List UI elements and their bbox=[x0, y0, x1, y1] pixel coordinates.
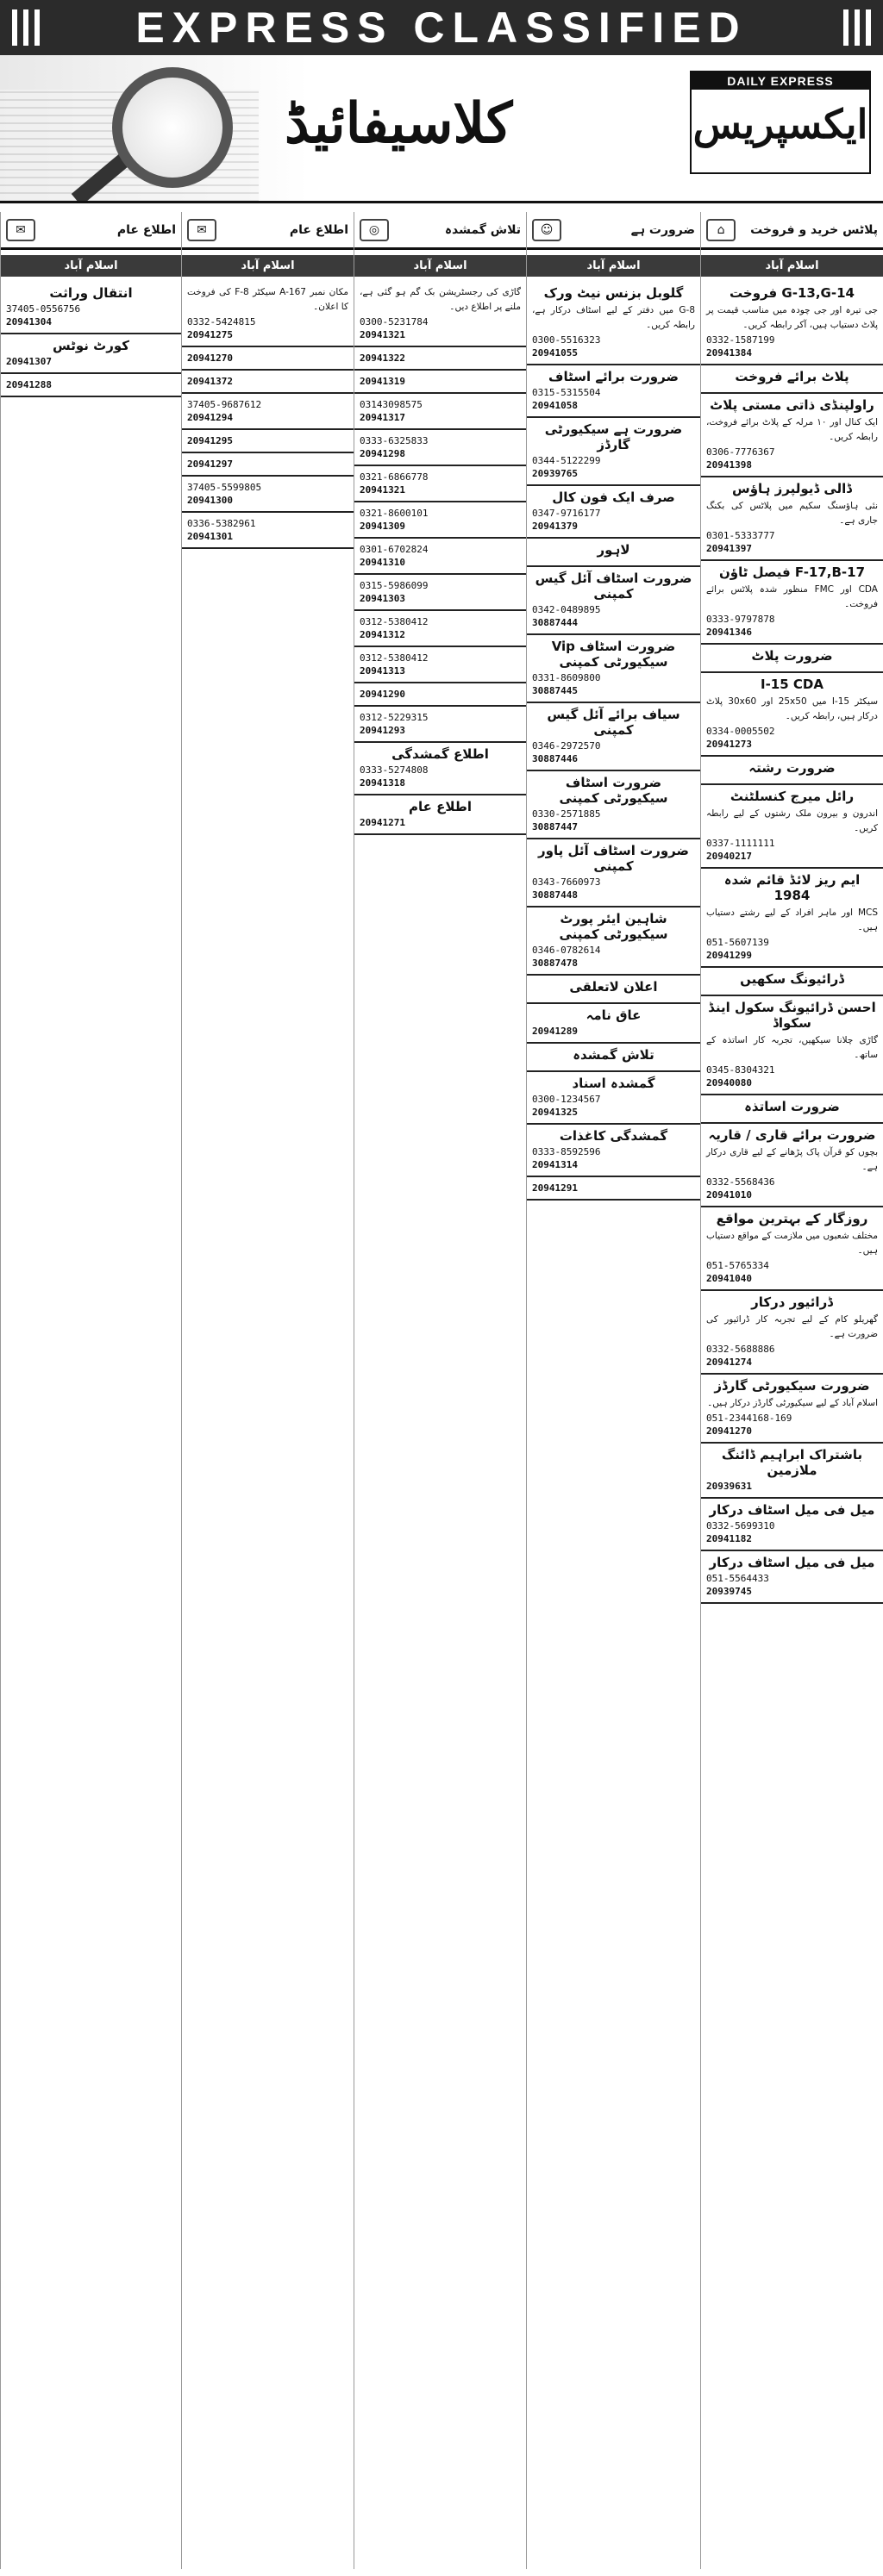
ad-reference: 20941322 bbox=[360, 352, 405, 364]
ad-reference: 30887446 bbox=[532, 753, 578, 764]
ad-text: G-8 میں دفتر کے لیے اسٹاف درکار ہے، رابطہ کریں۔ bbox=[532, 305, 695, 330]
column-header bbox=[527, 212, 700, 250]
ad-heading: ضرورت اسٹاف آئل پاور کمپنی bbox=[538, 843, 689, 874]
column-icon: ✉ bbox=[187, 219, 216, 241]
ad-reference: 20941040 bbox=[706, 1273, 752, 1284]
ad-reference: 20941346 bbox=[706, 627, 752, 638]
ad-reference: 20941274 bbox=[706, 1357, 752, 1368]
classified-ad bbox=[527, 418, 700, 486]
classified-ad bbox=[354, 743, 526, 795]
ad-reference: 20941270 bbox=[187, 352, 233, 364]
classified-ad bbox=[701, 869, 883, 968]
ad-heading: ضرورت سیکیورٹی گارڈز bbox=[714, 1378, 870, 1394]
ad-reference: 30887448 bbox=[532, 889, 578, 901]
ad-phone: 051-2344168-169 bbox=[706, 1413, 792, 1424]
ad-reference: 20941010 bbox=[706, 1189, 752, 1201]
ad-reference: 30887445 bbox=[532, 685, 578, 696]
column-icon: ⌂ bbox=[706, 219, 736, 241]
ad-heading: شاہین ایئر پورٹ سیکیورٹی کمپنی bbox=[559, 911, 668, 942]
classified-ad bbox=[182, 477, 354, 513]
ad-phone: 0315-5315504 bbox=[532, 387, 601, 398]
ad-text: مکان نمبر A-167 سیکٹر F-8 کی فروخت کا اعلان۔ bbox=[187, 287, 348, 312]
ad-reference: 20941313 bbox=[360, 665, 405, 677]
ad-heading: ضرورت رشتہ bbox=[748, 760, 836, 776]
ad-reference: 20941300 bbox=[187, 495, 233, 506]
ad-reference: 20941307 bbox=[6, 356, 52, 367]
ad-heading: ضرورت اسٹاف Vip سیکیورٹی کمپنی bbox=[551, 639, 676, 670]
ad-phone: 0301-5333777 bbox=[706, 530, 775, 541]
classified-ad bbox=[701, 673, 883, 757]
ad-heading: گمشدہ اسناد bbox=[572, 1076, 655, 1091]
classified-ad bbox=[527, 486, 700, 539]
ad-heading: گلوبل بزنس نیٹ ورک bbox=[543, 285, 684, 301]
logo-english: DAILY EXPRESS bbox=[692, 72, 869, 90]
ad-phone: 0300-1234567 bbox=[532, 1094, 601, 1105]
classified-ad bbox=[354, 647, 526, 683]
ad-reference: 20941397 bbox=[706, 543, 752, 554]
classified-ad bbox=[701, 477, 883, 561]
column-icon: ✉ bbox=[6, 219, 35, 241]
ad-phone: 0321-8600101 bbox=[360, 508, 429, 519]
ad-phone: 0346-0782614 bbox=[532, 945, 601, 956]
column-title: پلاٹس خرید و فروخت bbox=[750, 222, 878, 237]
ad-phone: 0315-5986099 bbox=[360, 580, 429, 591]
classified-ad bbox=[182, 430, 354, 453]
classified-ad bbox=[701, 282, 883, 365]
ad-phone: 0333-9797878 bbox=[706, 614, 775, 625]
ad-phone: 0330-2571885 bbox=[532, 808, 601, 820]
banner-title: EXPRESS CLASSIFIED bbox=[135, 3, 748, 52]
top-banner bbox=[0, 0, 883, 55]
ad-heading: اطلاع گمشدگی bbox=[391, 746, 489, 762]
ad-phone: 0345-8304321 bbox=[706, 1064, 775, 1076]
column-title: اطلاع عام bbox=[289, 222, 348, 237]
classified-ad bbox=[354, 795, 526, 835]
classified-ad bbox=[701, 1444, 883, 1499]
ad-heading: پلاٹ برائے فروخت bbox=[735, 369, 849, 384]
ad-reference: 20941299 bbox=[706, 950, 752, 961]
ad-reference: 20940080 bbox=[706, 1077, 752, 1088]
ad-reference: 20941270 bbox=[706, 1425, 752, 1437]
ad-phone: 0333-8592596 bbox=[532, 1146, 601, 1157]
column-title: ضرورت ہے bbox=[630, 222, 695, 237]
ad-text: نئی ہاؤسنگ سکیم میں پلاٹس کی بکنگ جاری ہے۔ bbox=[706, 501, 878, 526]
ad-heading: ضرورت برائے قاری / قاریہ bbox=[708, 1127, 876, 1143]
banner-bars-right bbox=[843, 9, 871, 46]
classified-ad bbox=[701, 996, 883, 1095]
classified-ad bbox=[701, 394, 883, 477]
ad-heading: باشتراک ابراہیم ڈائنگ ملازمین bbox=[721, 1447, 863, 1478]
ad-text: سیکٹر I-15 میں 25x50 اور 30x60 پلاٹ درکار ہیں، رابطہ کریں۔ bbox=[706, 696, 878, 721]
ad-reference: 20941321 bbox=[360, 484, 405, 496]
column-header bbox=[182, 212, 354, 250]
ad-phone: 0332-5568436 bbox=[706, 1176, 775, 1188]
classified-ad bbox=[527, 1072, 700, 1125]
ad-reference: 20941291 bbox=[532, 1182, 578, 1194]
column-title: تلاش گمشدہ bbox=[444, 222, 521, 237]
ad-text: گھریلو کام کے لیے تجربہ کار ڈرائیور کی ضرورت ہے۔ bbox=[706, 1314, 878, 1339]
ad-heading: ضرورت برائے اسٹاف bbox=[548, 369, 679, 384]
ad-reference: 20939745 bbox=[706, 1586, 752, 1597]
classified-ad bbox=[182, 371, 354, 394]
classified-ad bbox=[701, 1207, 883, 1291]
classified-ad bbox=[701, 968, 883, 996]
classified-ad bbox=[701, 1375, 883, 1444]
ad-reference: 20940217 bbox=[706, 851, 752, 862]
classified-ad bbox=[354, 502, 526, 539]
classified-ad bbox=[527, 839, 700, 908]
ad-heading: راولپنڈی ذاتی مستی پلاٹ bbox=[710, 397, 874, 413]
city-label: اسلام آباد bbox=[1, 255, 181, 277]
classified-ad bbox=[354, 466, 526, 502]
classified-ad bbox=[701, 365, 883, 394]
ad-phone: 0333-5274808 bbox=[360, 764, 429, 776]
ad-reference: 20941295 bbox=[187, 435, 233, 446]
ad-phone: 0312-5380412 bbox=[360, 652, 429, 664]
ad-phone: 0332-5688886 bbox=[706, 1344, 775, 1355]
ad-phone: 051-5765334 bbox=[706, 1260, 769, 1271]
ad-heading: احسن ڈرائیونگ سکول اینڈ سکواڈ bbox=[708, 1000, 876, 1031]
ad-heading: انتقال وراثت bbox=[49, 285, 133, 301]
ad-text: جی تیرہ اور جی چودہ میں مناسب قیمت پر پلاٹ دستیاب ہیں، آکر رابطہ کریں۔ bbox=[706, 305, 878, 330]
magnifier-icon bbox=[112, 67, 233, 188]
city-label: اسلام آباد bbox=[527, 255, 700, 277]
ad-phone: 37405-0556756 bbox=[6, 303, 81, 315]
ad-reference: 30887444 bbox=[532, 617, 578, 628]
ad-phone: 0346-2972570 bbox=[532, 740, 601, 752]
ad-heading: ڈرائیونگ سکھیں bbox=[740, 971, 844, 987]
ad-text: بچوں کو قرآن پاک پڑھانے کے لیے قاری درکار ہے۔ bbox=[706, 1147, 878, 1172]
ad-reference: 30887478 bbox=[532, 957, 578, 969]
ad-reference: 20941312 bbox=[360, 629, 405, 640]
classified-ad bbox=[354, 347, 526, 371]
ad-text: CDA اور FMC منظور شدہ پلاٹس برائے فروخت۔ bbox=[706, 584, 878, 609]
ad-text: ایک کنال اور ۱۰ مرلہ کے پلاٹ برائے فروخت، رابطہ کریں۔ bbox=[706, 417, 878, 442]
ad-phone: 0337-1111111 bbox=[706, 838, 775, 849]
ad-reference: 20941055 bbox=[532, 347, 578, 359]
classified-ad bbox=[527, 567, 700, 635]
ad-heading: ضرورت اساتذہ bbox=[744, 1099, 840, 1114]
ad-heading: تلاش گمشدہ bbox=[573, 1047, 654, 1063]
column-1 bbox=[526, 212, 700, 2569]
classified-ad bbox=[701, 1499, 883, 1551]
column-icon: ☺ bbox=[532, 219, 561, 241]
ad-phone: 051-5607139 bbox=[706, 937, 769, 948]
classified-ad bbox=[354, 394, 526, 430]
classified-ad bbox=[527, 1125, 700, 1177]
ad-heading: ضرورت ہے سیکیورٹی گارڈز bbox=[544, 421, 683, 452]
classified-ad bbox=[701, 561, 883, 645]
ad-heading: اعلان لاتعلقی bbox=[569, 979, 658, 995]
ad-reference: 20941273 bbox=[706, 739, 752, 750]
ad-reference: 20941271 bbox=[360, 817, 405, 828]
classified-ad bbox=[701, 1551, 883, 1604]
ad-text: گاڑی چلانا سیکھیں، تجربہ کار اساتذہ کے ساتھ۔ bbox=[706, 1035, 878, 1060]
ad-heading: روزگار کے بہترین مواقع bbox=[716, 1211, 868, 1226]
ad-phone: 0334-0005502 bbox=[706, 726, 775, 737]
ad-phone: 051-5564433 bbox=[706, 1573, 769, 1584]
classified-ad bbox=[527, 1004, 700, 1044]
ad-reference: 20941317 bbox=[360, 412, 405, 423]
ad-phone: 0306-7776367 bbox=[706, 446, 775, 458]
ad-reference: 20941293 bbox=[360, 725, 405, 736]
column-2 bbox=[354, 212, 526, 2569]
hero-header bbox=[0, 55, 883, 203]
ad-reference: 30887447 bbox=[532, 821, 578, 833]
ad-heading: صرف ایک فون کال bbox=[552, 490, 675, 505]
classified-ad bbox=[182, 453, 354, 477]
ad-phone: 0332-1587199 bbox=[706, 334, 775, 346]
ad-heading: اطلاع عام bbox=[408, 799, 472, 814]
ad-phone: 0312-5229315 bbox=[360, 712, 429, 723]
ad-phone: 0333-6325833 bbox=[360, 435, 429, 446]
ad-reference: 20941297 bbox=[187, 458, 233, 470]
classified-ad bbox=[527, 703, 700, 771]
classified-ad bbox=[527, 1044, 700, 1072]
classified-ad bbox=[701, 645, 883, 673]
ad-heading: F-17,B-17 فیصل ٹاؤن bbox=[718, 564, 866, 580]
ad-reference: 20941304 bbox=[6, 316, 52, 327]
ad-heading: کورٹ نوٹس bbox=[53, 338, 129, 353]
ad-reference: 20941294 bbox=[187, 412, 233, 423]
ad-text: MCS اور ماہر افراد کے لیے رشتے دستیاب ہیں۔ bbox=[706, 908, 878, 932]
classified-ad bbox=[527, 1177, 700, 1201]
classified-ad bbox=[527, 908, 700, 976]
classified-title: کلاسیفائیڈ bbox=[285, 91, 513, 156]
ad-reference: 20941321 bbox=[360, 329, 405, 340]
ad-heading: رائل میرج کنسلٹنٹ bbox=[730, 789, 855, 804]
column-header bbox=[354, 212, 526, 250]
classified-ad bbox=[354, 371, 526, 394]
ad-reference: 20941379 bbox=[532, 521, 578, 532]
ad-heading: ڈالی ڈیولپرز ہاؤس bbox=[732, 481, 852, 496]
ad-reference: 20941058 bbox=[532, 400, 578, 411]
ad-text: مختلف شعبوں میں ملازمت کے مواقع دستیاب ہیں۔ bbox=[706, 1231, 878, 1256]
ad-reference: 20941325 bbox=[532, 1107, 578, 1118]
classified-ad bbox=[701, 1095, 883, 1124]
banner-bars-left bbox=[12, 9, 40, 46]
classified-ad bbox=[527, 365, 700, 418]
ad-reference: 20939765 bbox=[532, 468, 578, 479]
ad-phone: 0331-8609800 bbox=[532, 672, 601, 683]
classified-ad bbox=[701, 785, 883, 869]
ad-text: اسلام آباد کے لیے سیکیورٹی گارڈز درکار ہیں۔ bbox=[707, 1398, 878, 1408]
classified-ad bbox=[527, 976, 700, 1004]
ad-phone: 0332-5424815 bbox=[187, 316, 256, 327]
city-label: اسلام آباد bbox=[701, 255, 883, 277]
classified-ad bbox=[527, 771, 700, 839]
ad-reference: 20941309 bbox=[360, 521, 405, 532]
ad-heading: ضرورت اسٹاف سیکیورٹی کمپنی bbox=[559, 775, 668, 806]
classified-ad bbox=[1, 334, 181, 374]
ad-reference: 20941288 bbox=[6, 379, 52, 390]
ad-heading: G-13,G-14 فروخت bbox=[730, 285, 855, 301]
ad-reference: 20941318 bbox=[360, 777, 405, 789]
ad-heading: سیاف برائے آئل گیس کمپنی bbox=[547, 707, 680, 738]
classified-ad bbox=[354, 707, 526, 743]
ad-reference: 20941314 bbox=[532, 1159, 578, 1170]
column-icon: ◎ bbox=[360, 219, 389, 241]
classified-ad bbox=[354, 575, 526, 611]
ad-reference: 20941289 bbox=[532, 1026, 578, 1037]
ad-heading: ڈرائیور درکار bbox=[751, 1294, 833, 1310]
classified-ad bbox=[182, 394, 354, 430]
ad-heading: میل فی میل اسٹاف درکار bbox=[709, 1555, 875, 1570]
express-logo bbox=[690, 71, 871, 174]
ad-text: گاڑی کی رجسٹریشن بک گم ہو گئی ہے، ملنے پر اطلاع دیں۔ bbox=[360, 287, 521, 312]
column-header bbox=[1, 212, 181, 250]
ad-phone: 0336-5382961 bbox=[187, 518, 256, 529]
ad-heading: ضرورت پلاٹ bbox=[751, 648, 833, 664]
column-4 bbox=[0, 212, 181, 2569]
ad-reference: 20941310 bbox=[360, 557, 405, 568]
ad-reference: 20939631 bbox=[706, 1481, 752, 1492]
column-header bbox=[701, 212, 883, 250]
ad-phone: 0300-5231784 bbox=[360, 316, 429, 327]
ad-phone: 0300-5516323 bbox=[532, 334, 601, 346]
city-label: اسلام آباد bbox=[354, 255, 526, 277]
column-3 bbox=[181, 212, 354, 2569]
ad-reference: 20941398 bbox=[706, 459, 752, 471]
logo-urdu: ایکسپریس bbox=[692, 101, 868, 147]
ad-heading: عاق نامہ bbox=[586, 1007, 642, 1023]
ad-reference: 20941319 bbox=[360, 376, 405, 387]
ad-phone: 0344-5122299 bbox=[532, 455, 601, 466]
ad-phone: 37405-5599805 bbox=[187, 482, 262, 493]
column-0 bbox=[700, 212, 883, 2569]
ad-phone: 0301-6702824 bbox=[360, 544, 429, 555]
classified-ad bbox=[182, 347, 354, 371]
ad-phone: 0343-7660973 bbox=[532, 876, 601, 888]
classified-ad bbox=[354, 611, 526, 647]
ad-phone: 37405-9687612 bbox=[187, 399, 262, 410]
classified-ad bbox=[701, 1124, 883, 1207]
classified-ad bbox=[527, 539, 700, 567]
ad-reference: 20941301 bbox=[187, 531, 233, 542]
ad-reference: 20941290 bbox=[360, 689, 405, 700]
ad-phone: 03143098575 bbox=[360, 399, 423, 410]
ad-heading: ایم ریز لائڈ قائم شدہ 1984 bbox=[723, 872, 861, 903]
classified-ad bbox=[701, 1291, 883, 1375]
column-title: اطلاع عام bbox=[116, 222, 176, 237]
classified-ad bbox=[182, 513, 354, 549]
city-label: اسلام آباد bbox=[182, 255, 354, 277]
classified-ad bbox=[354, 430, 526, 466]
classified-ad bbox=[354, 683, 526, 707]
classified-ad bbox=[354, 282, 526, 347]
ad-phone: 0312-5380412 bbox=[360, 616, 429, 627]
ad-heading: ضرورت اسٹاف آئل گیس کمپنی bbox=[535, 571, 692, 602]
ad-phone: 0321-6866778 bbox=[360, 471, 429, 483]
ad-heading: I-15 CDA bbox=[761, 677, 824, 692]
classified-ad bbox=[527, 282, 700, 365]
ad-heading: گمشدگی کاغذات bbox=[559, 1128, 668, 1144]
ad-phone: 0342-0489895 bbox=[532, 604, 601, 615]
ad-reference: 20941303 bbox=[360, 593, 405, 604]
ad-phone: 0332-5699310 bbox=[706, 1520, 775, 1531]
ad-reference: 20941384 bbox=[706, 347, 752, 359]
classified-ad bbox=[527, 635, 700, 703]
classified-ad bbox=[182, 282, 354, 347]
ad-reference: 20941372 bbox=[187, 376, 233, 387]
classified-ad bbox=[701, 757, 883, 785]
classified-ad bbox=[354, 539, 526, 575]
classified-ad bbox=[1, 374, 181, 397]
ad-phone: 0347-9716177 bbox=[532, 508, 601, 519]
ad-heading: لاہور bbox=[597, 542, 630, 558]
classified-ad bbox=[1, 282, 181, 334]
ad-reference: 20941275 bbox=[187, 329, 233, 340]
ad-heading: میل فی میل اسٹاف درکار bbox=[709, 1502, 875, 1518]
ad-text: اندرون و بیرون ملک رشتوں کے لیے رابطہ کریں۔ bbox=[706, 808, 878, 833]
ad-reference: 20941298 bbox=[360, 448, 405, 459]
ad-reference: 20941182 bbox=[706, 1533, 752, 1544]
